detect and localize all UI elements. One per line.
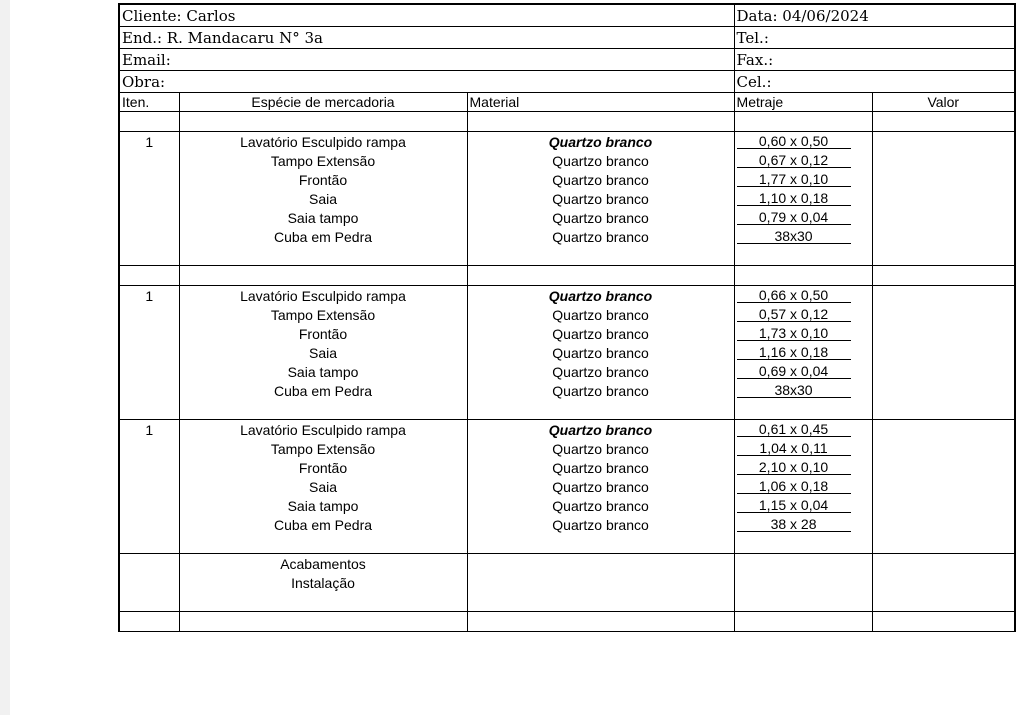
iten-cell[interactable]: [119, 362, 179, 381]
especie-cell[interactable]: Saia tampo: [179, 496, 467, 515]
material-cell[interactable]: Quartzo branco: [467, 151, 734, 170]
valor-cell[interactable]: [872, 170, 1015, 189]
valor-cell[interactable]: [872, 420, 1015, 440]
instalacao-cell[interactable]: Instalação: [179, 573, 467, 592]
material-cell[interactable]: Quartzo branco: [467, 439, 734, 458]
metraje-cell[interactable]: [734, 324, 872, 343]
material-cell[interactable]: Quartzo branco: [467, 227, 734, 246]
table-row: [119, 112, 1015, 132]
table-row: [119, 246, 1015, 266]
iten-cell[interactable]: [119, 612, 179, 632]
metraje-cell[interactable]: [734, 381, 872, 400]
valor-cell[interactable]: [872, 477, 1015, 496]
iten-cell[interactable]: [119, 515, 179, 534]
iten-cell[interactable]: [119, 189, 179, 208]
table-row: [119, 170, 1015, 189]
metraje-cell[interactable]: [734, 362, 872, 381]
material-cell[interactable]: [467, 246, 734, 266]
material-cell[interactable]: Quartzo branco: [467, 305, 734, 324]
metraje-value: 1,10 x 0,18: [737, 191, 851, 206]
iten-cell[interactable]: [119, 324, 179, 343]
metraje-value: 0,67 x 0,12: [737, 153, 851, 168]
especie-cell[interactable]: Saia: [179, 189, 467, 208]
especie-cell[interactable]: Saia tampo: [179, 362, 467, 381]
especie-cell[interactable]: Lavatório Esculpido rampa: [179, 420, 467, 440]
iten-cell[interactable]: 1: [119, 132, 179, 152]
metraje-value: 1,16 x 0,18: [737, 345, 851, 360]
col-header-valor[interactable]: Valor: [872, 93, 1015, 112]
obra-field[interactable]: Obra:: [119, 71, 734, 93]
valor-cell[interactable]: [872, 132, 1015, 152]
iten-cell[interactable]: [119, 439, 179, 458]
iten-cell[interactable]: [119, 208, 179, 227]
metraje-value: 0,57 x 0,12: [737, 307, 851, 322]
especie-cell[interactable]: [179, 246, 467, 266]
table-row: [119, 534, 1015, 554]
material-cell[interactable]: Quartzo branco: [467, 343, 734, 362]
col-header-material[interactable]: Material: [467, 93, 734, 112]
material-cell[interactable]: [467, 573, 734, 592]
especie-cell[interactable]: Frontão: [179, 324, 467, 343]
material-cell[interactable]: [467, 266, 734, 286]
especie-cell[interactable]: [179, 266, 467, 286]
metraje-cell[interactable]: [734, 612, 872, 632]
especie-cell[interactable]: [179, 534, 467, 554]
iten-cell[interactable]: [119, 592, 179, 612]
metraje-cell[interactable]: [734, 208, 872, 227]
email-field[interactable]: Email:: [119, 49, 734, 71]
tel-field[interactable]: Tel.:: [734, 27, 1015, 49]
metraje-value: 1,77 x 0,10: [737, 172, 851, 187]
valor-cell[interactable]: [872, 112, 1015, 132]
valor-cell[interactable]: [872, 612, 1015, 632]
iten-cell[interactable]: [119, 170, 179, 189]
metraje-cell[interactable]: [734, 227, 872, 246]
especie-cell[interactable]: [179, 612, 467, 632]
table-row: [119, 496, 1015, 515]
valor-cell[interactable]: [872, 266, 1015, 286]
valor-cell[interactable]: [872, 286, 1015, 306]
especie-cell[interactable]: Saia tampo: [179, 208, 467, 227]
valor-cell[interactable]: [872, 496, 1015, 515]
data-field[interactable]: Data: 04/06/2024: [734, 4, 1015, 27]
material-cell[interactable]: [467, 400, 734, 420]
metraje-value: 1,73 x 0,10: [737, 326, 851, 341]
cel-field[interactable]: Cel.:: [734, 71, 1015, 93]
material-cell[interactable]: Quartzo branco: [467, 132, 734, 152]
table-row: [119, 612, 1015, 632]
especie-cell[interactable]: Frontão: [179, 458, 467, 477]
metraje-cell[interactable]: [734, 534, 872, 554]
iten-cell[interactable]: [119, 573, 179, 592]
col-header-especie[interactable]: Espécie de mercadoria: [179, 93, 467, 112]
especie-cell[interactable]: Frontão: [179, 170, 467, 189]
quote-table: [118, 3, 1016, 632]
iten-cell[interactable]: 1: [119, 420, 179, 440]
especie-cell[interactable]: Lavatório Esculpido rampa: [179, 286, 467, 306]
material-cell[interactable]: Quartzo branco: [467, 420, 734, 440]
metraje-value: 0,69 x 0,04: [737, 364, 851, 379]
metraje-cell[interactable]: [734, 573, 872, 592]
table-row: [119, 208, 1015, 227]
metraje-cell[interactable]: [734, 305, 872, 324]
metraje-cell[interactable]: [734, 439, 872, 458]
material-cell[interactable]: Quartzo branco: [467, 189, 734, 208]
valor-cell[interactable]: [872, 305, 1015, 324]
metraje-cell[interactable]: [734, 554, 872, 574]
left-gutter: [0, 0, 10, 715]
material-cell[interactable]: Quartzo branco: [467, 477, 734, 496]
metraje-value: 38x30: [737, 383, 851, 398]
material-cell[interactable]: [467, 554, 734, 574]
valor-cell[interactable]: [872, 592, 1015, 612]
table-row: [119, 592, 1015, 612]
metraje-value: 38x30: [737, 229, 851, 244]
table-row: [119, 439, 1015, 458]
especie-cell[interactable]: Tampo Extensão: [179, 439, 467, 458]
especie-cell[interactable]: [179, 592, 467, 612]
metraje-cell[interactable]: [734, 246, 872, 266]
metraje-cell[interactable]: [734, 496, 872, 515]
metraje-cell[interactable]: [734, 592, 872, 612]
table-row: [119, 477, 1015, 496]
material-cell[interactable]: Quartzo branco: [467, 286, 734, 306]
table-row: [119, 458, 1015, 477]
table-row: [119, 573, 1015, 592]
especie-cell[interactable]: Saia: [179, 343, 467, 362]
table-row: [119, 286, 1015, 306]
iten-cell[interactable]: [119, 458, 179, 477]
valor-cell[interactable]: [872, 324, 1015, 343]
acabamentos-cell[interactable]: Acabamentos: [179, 554, 467, 574]
cliente-field[interactable]: Cliente: Carlos: [119, 4, 734, 27]
endereco-field[interactable]: End.: R. Mandacaru N° 3a: [119, 27, 734, 49]
iten-cell[interactable]: [119, 266, 179, 286]
metraje-value: 1,04 x 0,11: [737, 441, 851, 456]
metraje-value: 38 x 28: [737, 517, 851, 532]
metraje-cell[interactable]: [734, 420, 872, 440]
iten-cell[interactable]: [119, 151, 179, 170]
table-row: [119, 132, 1015, 152]
iten-cell[interactable]: [119, 343, 179, 362]
table-row: [119, 343, 1015, 362]
material-cell[interactable]: Quartzo branco: [467, 496, 734, 515]
especie-cell[interactable]: Saia: [179, 477, 467, 496]
material-cell[interactable]: Quartzo branco: [467, 458, 734, 477]
table-row: [119, 227, 1015, 246]
table-row: [119, 324, 1015, 343]
metraje-value: 1,06 x 0,18: [737, 479, 851, 494]
metraje-cell[interactable]: [734, 400, 872, 420]
metraje-cell[interactable]: [734, 151, 872, 170]
metraje-value: 0,66 x 0,50: [737, 288, 851, 303]
especie-cell[interactable]: [179, 400, 467, 420]
metraje-value: 0,61 x 0,45: [737, 422, 851, 437]
iten-cell[interactable]: [119, 381, 179, 400]
table-row: [119, 554, 1015, 574]
metraje-value: 0,60 x 0,50: [737, 134, 851, 149]
col-header-metraje[interactable]: Metraje: [734, 93, 872, 112]
valor-cell[interactable]: [872, 362, 1015, 381]
metraje-cell[interactable]: [734, 170, 872, 189]
especie-cell[interactable]: Cuba em Pedra: [179, 227, 467, 246]
valor-cell[interactable]: [872, 189, 1015, 208]
iten-cell[interactable]: [119, 227, 179, 246]
material-cell[interactable]: Quartzo branco: [467, 381, 734, 400]
metraje-cell[interactable]: [734, 477, 872, 496]
material-cell[interactable]: Quartzo branco: [467, 324, 734, 343]
quote-sheet: [118, 3, 1014, 632]
valor-cell[interactable]: [872, 381, 1015, 400]
valor-cell[interactable]: [872, 343, 1015, 362]
especie-cell[interactable]: Cuba em Pedra: [179, 515, 467, 534]
table-row: [119, 420, 1015, 440]
valor-cell[interactable]: [872, 554, 1015, 574]
valor-cell[interactable]: [872, 400, 1015, 420]
table-row: [119, 400, 1015, 420]
metraje-cell[interactable]: [734, 132, 872, 152]
material-cell[interactable]: [467, 112, 734, 132]
metraje-cell[interactable]: [734, 266, 872, 286]
valor-cell[interactable]: [872, 208, 1015, 227]
especie-cell[interactable]: Lavatório Esculpido rampa: [179, 132, 467, 152]
valor-cell[interactable]: [872, 515, 1015, 534]
iten-cell[interactable]: [119, 534, 179, 554]
iten-cell[interactable]: [119, 496, 179, 515]
iten-cell[interactable]: [119, 305, 179, 324]
table-row: [119, 362, 1015, 381]
valor-cell[interactable]: [872, 534, 1015, 554]
iten-cell[interactable]: [119, 112, 179, 132]
fax-field[interactable]: Fax.:: [734, 49, 1015, 71]
metraje-value: 0,79 x 0,04: [737, 210, 851, 225]
iten-cell[interactable]: [119, 400, 179, 420]
iten-cell[interactable]: [119, 246, 179, 266]
especie-cell[interactable]: [179, 112, 467, 132]
metraje-cell[interactable]: [734, 343, 872, 362]
material-cell[interactable]: [467, 612, 734, 632]
iten-cell[interactable]: [119, 554, 179, 574]
valor-cell[interactable]: [872, 439, 1015, 458]
metraje-cell[interactable]: [734, 112, 872, 132]
valor-cell[interactable]: [872, 227, 1015, 246]
table-row: [119, 381, 1015, 400]
metraje-cell[interactable]: [734, 458, 872, 477]
valor-cell[interactable]: [872, 151, 1015, 170]
table-row: [119, 515, 1015, 534]
material-cell[interactable]: [467, 534, 734, 554]
metraje-value: 1,15 x 0,04: [737, 498, 851, 513]
material-cell[interactable]: [467, 592, 734, 612]
material-cell[interactable]: Quartzo branco: [467, 208, 734, 227]
metraje-value: 2,10 x 0,10: [737, 460, 851, 475]
valor-cell[interactable]: [872, 573, 1015, 592]
metraje-cell[interactable]: [734, 286, 872, 306]
table-row: [119, 266, 1015, 286]
valor-cell[interactable]: [872, 246, 1015, 266]
iten-cell[interactable]: 1: [119, 286, 179, 306]
especie-cell[interactable]: Cuba em Pedra: [179, 381, 467, 400]
metraje-cell[interactable]: [734, 515, 872, 534]
table-row: [119, 305, 1015, 324]
table-row: [119, 189, 1015, 208]
col-header-iten[interactable]: Iten.: [119, 93, 179, 112]
material-cell[interactable]: Quartzo branco: [467, 362, 734, 381]
material-cell[interactable]: Quartzo branco: [467, 515, 734, 534]
especie-cell[interactable]: Tampo Extensão: [179, 305, 467, 324]
table-row: [119, 151, 1015, 170]
especie-cell[interactable]: Tampo Extensão: [179, 151, 467, 170]
metraje-cell[interactable]: [734, 189, 872, 208]
material-cell[interactable]: Quartzo branco: [467, 170, 734, 189]
valor-cell[interactable]: [872, 458, 1015, 477]
iten-cell[interactable]: [119, 477, 179, 496]
